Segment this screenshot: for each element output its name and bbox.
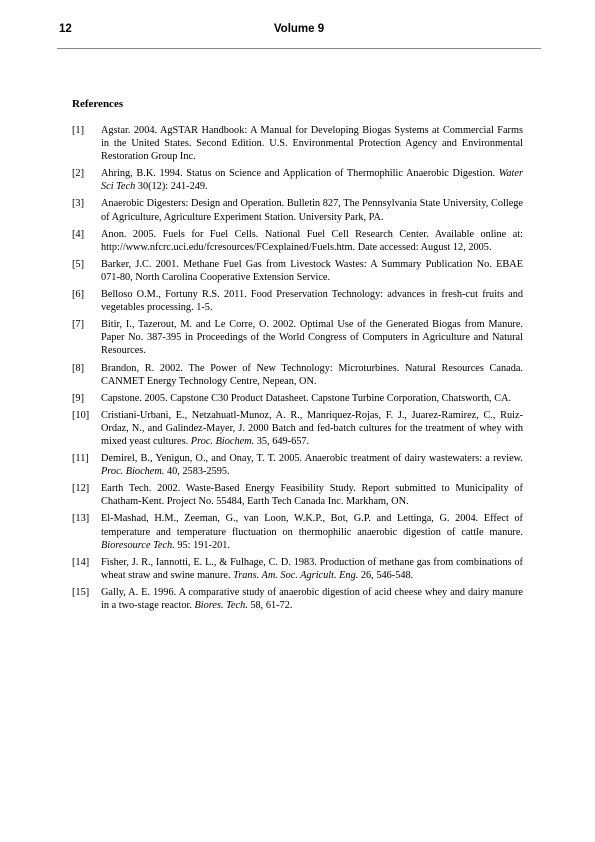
page-number: 12 [59, 23, 72, 35]
reference-segment: Brandon, R. 2002. The Power of New Technology: Microturbines. Natural Resources Canada. CANMET Energy Technology Centre, Nepean, ON. [101, 362, 523, 387]
reference-text [101, 288, 523, 314]
reference-text [101, 452, 523, 478]
reference-number: [2] [72, 168, 85, 180]
reference-item [72, 258, 523, 284]
reference-text [101, 556, 523, 582]
volume-label: Volume 9 [273, 23, 325, 35]
reference-segment: Agstar. 2004. AgSTAR Handbook: A Manual for Developing Biogas Systems at Commercial Farms in the United States. Second Edition. U.S. Environmental Protection Agency and Environmental Restoration Group Inc. [101, 125, 523, 163]
reference-item [72, 362, 523, 388]
journal-title: Trans. Am. Soc. Agricult. Eng. [233, 569, 359, 581]
reference-number: [5] [72, 258, 85, 270]
reference-text [101, 392, 523, 405]
reference-number: [12] [72, 483, 90, 495]
reference-item [72, 482, 523, 508]
reference-item [72, 452, 523, 478]
reference-segment: Fisher, J. R., Iannotti, E. L., & Fulhage, C. D. 1983. Production of methane gas from combinations of wheat straw and swine manure. [101, 556, 523, 581]
journal-title: Biores. Tech. [194, 600, 248, 611]
reference-text [101, 586, 523, 612]
reference-text [101, 482, 523, 508]
reference-segment: 30(12): 241-249. [135, 181, 208, 193]
reference-segment: Gally, A. E. 1996. A comparative study of anaerobic digestion of acid cheese whey and dairy manure in a two-stage reactor. [101, 586, 523, 611]
reference-item [72, 318, 523, 357]
reference-text [101, 197, 523, 223]
reference-number: [8] [72, 362, 85, 374]
reference-segment: 95: 191-201. [174, 539, 230, 551]
reference-item [72, 124, 523, 163]
reference-segment: Capstone. 2005. Capstone C30 Product Datasheet. Capstone Turbine Corporation, Chatsworth, CA. [101, 392, 512, 404]
reference-item [72, 512, 523, 551]
reference-segment: 58, 61-72. [247, 600, 293, 611]
reference-text [101, 124, 523, 163]
reference-number: [15] [72, 586, 90, 598]
reference-segment: 40, 2583-2595. [164, 466, 230, 478]
reference-segment: Anaerobic Digesters: Design and Operation. Bulletin 827, The Pennsylvania State University, College of Agriculture, Agriculture Experiment Station. University Park, PA. [101, 198, 523, 223]
reference-number: [7] [72, 319, 85, 331]
reference-text [101, 409, 523, 448]
reference-number: [3] [72, 198, 85, 210]
reference-segment: Demirel, B., Yenigun, O., and Onay, T. T. 2005. Anaerobic treatment of dairy wastewaters: a review. [101, 453, 523, 465]
reference-number: [11] [72, 453, 89, 465]
reference-number: [1] [72, 125, 85, 136]
reference-number: [6] [72, 289, 85, 301]
reference-number: [13] [72, 513, 90, 525]
reference-item [72, 586, 523, 612]
reference-item [72, 409, 523, 448]
reference-item [72, 556, 523, 582]
reference-segment: El-Mashad, H.M., Zeeman, G., van Loon, W.K.P., Bot, G.P. and Lettinga, G. 2004. Effect of temperature and temperature fluctuation on thermophilic anaerobic digestion of cattle manure. [101, 513, 523, 538]
reference-text [101, 228, 523, 254]
reference-item [72, 228, 523, 254]
reference-list [72, 124, 523, 616]
reference-item [72, 288, 523, 314]
reference-item [72, 197, 523, 223]
journal-title: Water Sci Tech [101, 168, 523, 193]
reference-text [101, 258, 523, 284]
references-heading: References [72, 98, 124, 110]
reference-item [72, 392, 523, 405]
reference-segment: Bitir, I., Tazerout, M. and Le Corre, O. 2002. Optimal Use of the Generated Biogas from Manure. Paper No. 387-395 in Proceedings of the World Congress of Computers in Agriculture and Natural Resources. [101, 319, 523, 357]
reference-segment: Belloso O.M., Fortuny R.S. 2011. Food Preservation Technology: advances in fresh-cut fruits and vegetables processing. 1-5. [101, 289, 523, 314]
reference-text [101, 318, 523, 357]
reference-text [101, 167, 523, 193]
reference-segment: 35, 649-657. [254, 435, 310, 447]
journal-title: Proc. Biochem. [101, 466, 165, 478]
reference-number: [10] [72, 409, 90, 421]
reference-segment: Earth Tech. 2002. Waste-Based Energy Feasibility Study. Report submitted to Municipality of Chatham-Kent. Project No. 55484, Earth Tech Canada Inc. Markham, ON. [101, 483, 523, 508]
reference-number: [14] [72, 556, 90, 568]
reference-number: [9] [72, 392, 85, 404]
journal-title: Bioresource Tech. [101, 539, 175, 551]
reference-number: [4] [72, 228, 85, 240]
reference-segment: Anon. 2005. Fuels for Fuel Cells. National Fuel Cell Research Center. Available online at: http://www.nfcrc.uci.edu/fcresources/FCexplained/Fuels.htm. Date accessed: August 12, 2005. [101, 228, 523, 253]
reference-text [101, 362, 523, 388]
reference-segment: Cristiani-Urbani, E., Netzahuatl-Munoz, A. R., Manriquez-Rojas, F. J., Juarez-Ramirez, C., Ruiz-Ordaz, N., and Galindez-Mayer, J. 2000 Batch and fed-batch cultures for the treatment of whey with mixed yeast cultures. [101, 409, 523, 447]
reference-segment: Ahring, B.K. 1994. Status on Science and Application of Thermophilic Anaerobic Digestion. [101, 168, 499, 180]
reference-segment: 26, 546-548. [358, 569, 414, 581]
journal-title: Proc. Biochem. [190, 435, 255, 447]
running-header [57, 20, 541, 49]
reference-segment: Barker, J.C. 2001. Methane Fuel Gas from Livestock Wastes: A Summary Publication No. EBAE 071-80, North Carolina Cooperative Extension Service. [101, 258, 523, 283]
reference-text [101, 512, 523, 551]
reference-item [72, 167, 523, 193]
